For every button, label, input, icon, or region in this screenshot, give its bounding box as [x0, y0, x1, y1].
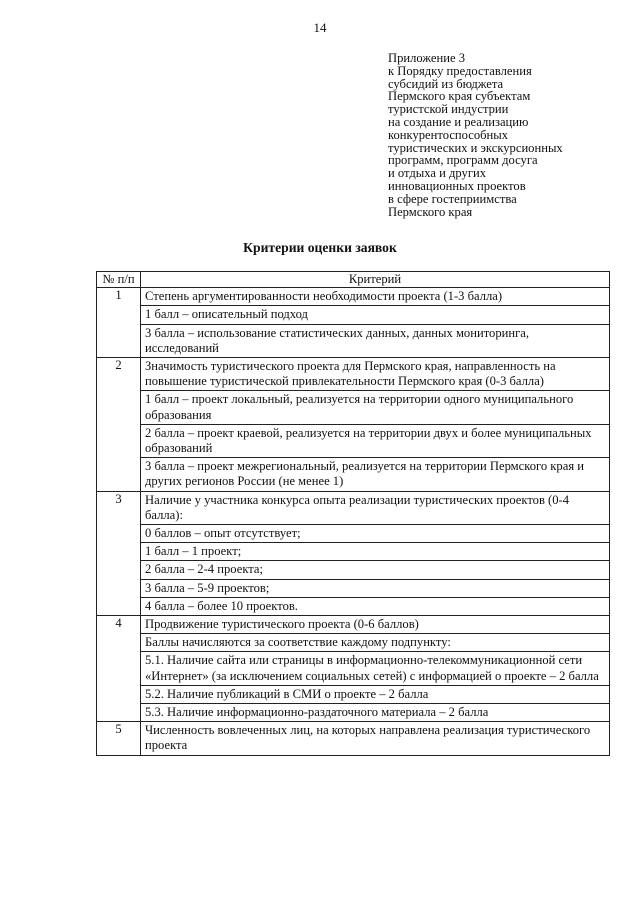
appendix-line: туристской индустрии — [388, 102, 509, 117]
appendix-line: Пермского края — [388, 204, 473, 219]
appendix-line: инновационных проектов — [388, 178, 526, 193]
row-number: 4 — [97, 616, 141, 722]
criterion-paragraph: 3 балла – проект межрегиональный, реализуется на территории Пермского края и других регионов России (не менее 1) — [141, 457, 609, 490]
criterion-paragraph: Продвижение туристического проекта (0-6 баллов) — [145, 617, 419, 632]
appendix-line: на создание и реализацию — [388, 114, 529, 129]
appendix-line: в сфере гостеприимства — [388, 191, 517, 206]
header-criterion: Критерий — [141, 272, 610, 288]
table-row — [97, 358, 610, 492]
criterion-cell — [141, 358, 610, 492]
appendix-line: конкурентоспособных — [388, 127, 509, 142]
criteria-heading: Критерии оценки заявок — [243, 240, 397, 255]
criterion-paragraph: 2 балла – проект краевой, реализуется на территории двух и более муниципальных образований — [141, 424, 609, 457]
criterion-cell — [141, 288, 610, 358]
criterion-paragraph: 1 балл – описательный подход — [141, 305, 609, 323]
appendix-line: программ, программ досуга — [388, 153, 538, 168]
appendix-line: Пермского края субъектам — [388, 89, 531, 104]
criterion-paragraph: Баллы начисляются за соответствие каждому подпункту: — [141, 633, 609, 651]
criterion-paragraph: Значимость туристического проекта для Пермского края, направленность на повышение туристической привлекательности Пермского края (0-3 балла) — [145, 359, 556, 389]
criterion-paragraph: 3 балла – использование статистических данных, данных мониторинга, исследований — [141, 324, 609, 357]
criterion-paragraph: 5.3. Наличие информационно-раздаточного материала – 2 балла — [141, 703, 609, 721]
criterion-cell — [141, 616, 610, 722]
row-number: 3 — [97, 491, 141, 615]
appendix-line: туристических и экскурсионных — [388, 140, 563, 155]
appendix-line: субсидий из бюджета — [388, 76, 504, 91]
criterion-paragraph: 2 балла – 2-4 проекта; — [141, 560, 609, 578]
criterion-paragraph: 4 балла – более 10 проектов. — [141, 597, 609, 615]
criterion-paragraph: 1 балл – проект локальный, реализуется на территории одного муниципального образования — [141, 390, 609, 423]
table-row — [97, 491, 610, 615]
criteria-table — [96, 271, 610, 756]
table-row — [97, 722, 610, 755]
criterion-paragraph: 5.1. Наличие сайта или страницы в информационно-телекоммуникационной сети «Интернет» (за исключением социальных сетей) с информацией о проекте – 2 балла — [141, 651, 609, 684]
table-row — [97, 288, 610, 358]
criterion-paragraph: Наличие у участника конкурса опыта реализации туристических проектов (0-4 балла): — [145, 492, 570, 522]
criterion-paragraph: Численность вовлеченных лиц, на которых направлена реализация туристического проекта — [145, 723, 591, 753]
header-num: № п/п — [97, 272, 141, 288]
row-number: 2 — [97, 358, 141, 492]
appendix-line: Приложение 3 — [388, 51, 466, 65]
criterion-paragraph: 5.2. Наличие публикаций в СМИ о проекте – 2 балла — [141, 685, 609, 703]
criterion-paragraph: 1 балл – 1 проект; — [141, 542, 609, 560]
criterion-cell — [141, 491, 610, 615]
appendix-block — [388, 52, 563, 218]
criterion-paragraph: 3 балла – 5-9 проектов; — [141, 579, 609, 597]
table-row — [97, 616, 610, 722]
row-number: 1 — [97, 288, 141, 358]
criterion-cell — [141, 722, 610, 755]
appendix-line: и отдыха и других — [388, 166, 487, 181]
table-header-row — [97, 272, 610, 288]
criterion-paragraph: 0 баллов – опыт отсутствует; — [141, 524, 609, 542]
appendix-line: к Порядку предоставления — [388, 63, 532, 78]
row-number: 5 — [97, 722, 141, 755]
criterion-paragraph: Степень аргументированности необходимости проекта (1-3 балла) — [145, 289, 503, 304]
page-number: 14 — [313, 20, 327, 35]
